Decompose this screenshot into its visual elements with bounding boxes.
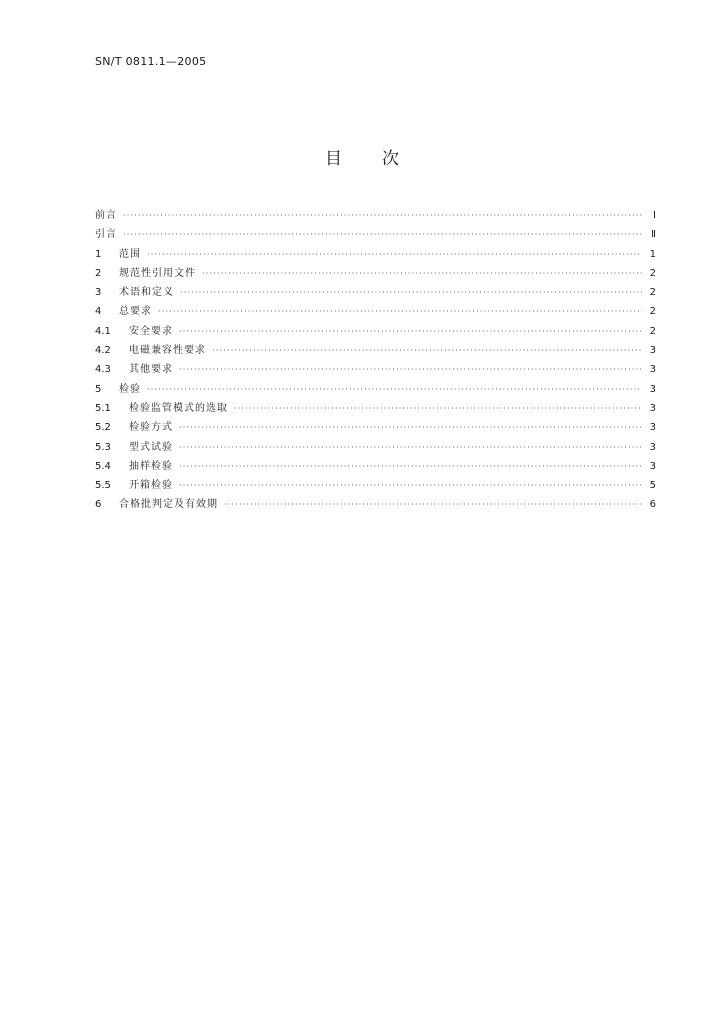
toc-entry[interactable] xyxy=(95,225,656,244)
toc-entry-page: 3 xyxy=(649,383,656,395)
toc-entry[interactable] xyxy=(95,264,656,283)
toc-entry-label: 抽样检验 xyxy=(129,460,173,472)
toc-entry[interactable] xyxy=(95,283,656,302)
toc-entry-label: 引言 xyxy=(95,229,117,241)
toc-entry-number: 5.5 xyxy=(95,480,111,492)
toc-leader-dots xyxy=(202,264,642,283)
toc-entry[interactable] xyxy=(95,360,656,379)
toc-leader-dots xyxy=(123,206,642,225)
page-title xyxy=(0,144,724,169)
toc-leader-dots xyxy=(123,225,642,244)
table-of-contents xyxy=(95,206,656,515)
toc-entry-label: 总要求 xyxy=(119,306,152,318)
toc-leader-dots xyxy=(179,476,642,495)
toc-entry-number: 5.3 xyxy=(95,441,111,453)
toc-leader-dots xyxy=(179,418,642,437)
toc-leader-dots xyxy=(180,283,642,302)
toc-entry-label: 规范性引用文件 xyxy=(119,267,196,279)
toc-entry-label: 检验方式 xyxy=(129,422,173,434)
toc-entry[interactable] xyxy=(95,476,656,495)
toc-entry-page: 2 xyxy=(649,267,656,279)
toc-entry-number: 4.1 xyxy=(95,325,111,337)
toc-entry-page: Ⅰ xyxy=(653,210,656,221)
toc-entry[interactable] xyxy=(95,418,656,437)
toc-entry-number: 1 xyxy=(95,248,102,260)
toc-entry-label: 其他要求 xyxy=(129,364,173,376)
toc-entry-number: 2 xyxy=(95,267,102,279)
toc-entry-label: 范围 xyxy=(119,248,141,260)
toc-entry-label: 检验 xyxy=(119,383,141,395)
toc-entry-page: 2 xyxy=(649,287,656,299)
toc-entry-number: 4.3 xyxy=(95,364,111,376)
toc-leader-dots xyxy=(234,399,642,418)
toc-entry-number: 3 xyxy=(95,287,102,299)
toc-leader-dots xyxy=(147,245,642,264)
title-char-2: 次 xyxy=(382,149,399,169)
toc-entry-page: 6 xyxy=(649,499,656,511)
toc-entry-label: 电磁兼容性要求 xyxy=(129,345,206,357)
toc-entry-number: 4 xyxy=(95,306,102,318)
toc-entry-number: 6 xyxy=(95,499,102,511)
toc-leader-dots xyxy=(224,495,642,514)
toc-entry[interactable] xyxy=(95,245,656,264)
toc-entry-page: 3 xyxy=(649,460,656,472)
standard-code: SN/T 0811.1—2005 xyxy=(95,55,207,68)
toc-entry-page: 3 xyxy=(649,364,656,376)
toc-leader-dots xyxy=(212,341,642,360)
toc-entry-page: 5 xyxy=(649,480,656,492)
toc-entry[interactable] xyxy=(95,399,656,418)
toc-entry-label: 前言 xyxy=(95,210,117,221)
toc-entry-page: Ⅱ xyxy=(651,229,656,241)
toc-entry-page: 3 xyxy=(649,441,656,453)
toc-entry-page: 3 xyxy=(649,422,656,434)
toc-entry-label: 合格批判定及有效期 xyxy=(119,499,218,511)
toc-entry-page: 3 xyxy=(649,345,656,357)
toc-entry-page: 1 xyxy=(649,248,656,260)
toc-entry[interactable] xyxy=(95,495,656,514)
toc-leader-dots xyxy=(179,438,642,457)
toc-entry-number: 4.2 xyxy=(95,345,111,357)
toc-entry-number: 5.2 xyxy=(95,422,111,434)
toc-leader-dots xyxy=(179,457,642,476)
toc-entry-number: 5 xyxy=(95,383,102,395)
toc-leader-dots xyxy=(179,322,642,341)
toc-leader-dots xyxy=(179,360,642,379)
toc-entry-page: 2 xyxy=(649,306,656,318)
toc-entry[interactable] xyxy=(95,302,656,321)
toc-entry-number: 5.4 xyxy=(95,460,111,472)
toc-entry-label: 检验监管模式的选取 xyxy=(129,402,228,414)
title-char-1: 目 xyxy=(325,149,342,169)
toc-entry-label: 安全要求 xyxy=(129,325,173,337)
toc-entry[interactable] xyxy=(95,322,656,341)
toc-entry[interactable] xyxy=(95,438,656,457)
toc-entry-label: 开箱检验 xyxy=(129,480,173,492)
toc-entry[interactable] xyxy=(95,457,656,476)
toc-leader-dots xyxy=(158,302,642,321)
toc-entry[interactable] xyxy=(95,341,656,360)
toc-entry[interactable] xyxy=(95,206,656,225)
toc-entry[interactable] xyxy=(95,380,656,399)
toc-entry-number: 5.1 xyxy=(95,402,111,414)
toc-entry-label: 型式试验 xyxy=(129,441,173,453)
toc-entry-page: 2 xyxy=(649,325,656,337)
toc-entry-label: 术语和定义 xyxy=(119,287,174,299)
toc-entry-page: 3 xyxy=(649,402,656,414)
toc-leader-dots xyxy=(147,380,642,399)
